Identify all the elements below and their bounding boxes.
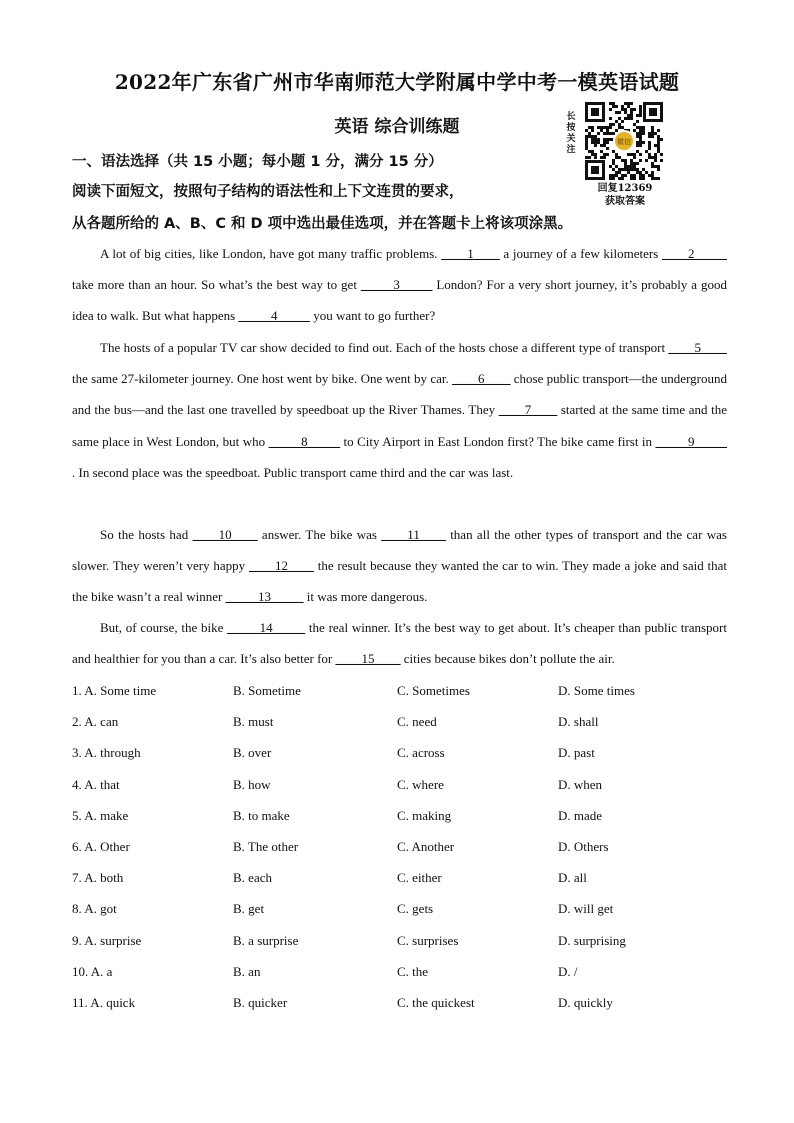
option-row-4: [72, 770, 732, 801]
passage-paragraph-1: A lot of big cities, like London, have got many traffic problems. ____1____ a journey of a few kilometers ____2_____ take more than an hour. So what’s the best way to get _____3_____ London? For a very short journey, it’s probably a good idea to walk. But what happens _____4_____ you want to go further?: [72, 246, 727, 324]
option-d: D. will get: [558, 901, 614, 917]
passage-paragraph-4: But, of course, the bike _____14_____ the real winner. It’s the best way to get about. It’s cheaper than public transport and healthier for you than a car. It’s also better for ____15____ cities because bikes don’t pollute the air.: [72, 620, 727, 667]
option-row-6: [72, 832, 732, 863]
option-b: B. must: [233, 714, 274, 730]
qr-caption-line2: 获取答案: [605, 196, 645, 207]
answer-blank: ____15____: [335, 651, 401, 667]
option-a: 8. A. got: [72, 901, 117, 917]
option-row-1: [72, 676, 732, 707]
answer-blank: ____10____: [192, 527, 258, 542]
option-c: C. surprises: [397, 932, 459, 948]
option-d: D. quickly: [558, 994, 613, 1010]
option-row-10: [72, 957, 732, 988]
option-b: B. The other: [233, 838, 299, 854]
option-d: D. past: [558, 745, 595, 761]
option-b: B. a surprise: [233, 932, 299, 948]
option-a: 6. A. Other: [72, 838, 130, 854]
option-d: D. /: [558, 963, 578, 979]
page-subtitle: 英语 综合训练题: [334, 117, 460, 137]
option-a: 9. A. surprise: [72, 932, 142, 948]
option-row-9: [72, 926, 732, 957]
answer-blank: ____11____: [381, 527, 446, 542]
section-heading: 一、语法选择（共 15 小题；每小题 1 分，满分 15 分）: [72, 154, 443, 170]
answer-blank: ____2_____: [662, 246, 727, 261]
option-b: B. to make: [233, 807, 290, 823]
qr-caption-line1: 回复12369: [597, 183, 653, 194]
option-a: 2. A. can: [72, 714, 119, 730]
option-c: C. need: [397, 714, 437, 730]
option-d: D. Others: [558, 838, 609, 854]
option-c: C. where: [397, 776, 444, 792]
option-d: D. when: [558, 776, 603, 792]
option-c: C. the quickest: [397, 994, 475, 1010]
option-c: C. Sometimes: [397, 683, 470, 698]
passage-paragraph-3: So the hosts had ____10____ answer. The bike was ____11____ than all the other types of transport and the car was slower. They weren’t very happy ____12____ the result because they wanted the car to win. They made a joke and said that the bike wasn’t a real winner _____13_____ it was more dangerous.: [72, 527, 728, 605]
answer-blank: _____9_____: [655, 433, 728, 449]
option-a: 10. A. a: [72, 963, 113, 979]
option-c: C. across: [397, 745, 445, 761]
answer-blank: ____6____: [452, 371, 511, 387]
answer-blank: _____14_____: [227, 620, 306, 635]
option-d: D. shall: [558, 714, 599, 730]
option-row-3: [72, 738, 732, 769]
option-c: C. the: [397, 963, 429, 979]
answer-blank: ____12____: [248, 558, 314, 574]
option-row-5: [72, 801, 732, 832]
answer-blank: ____1____: [441, 246, 500, 261]
answer-blank: _____4_____: [238, 308, 310, 324]
option-row-7: [72, 863, 732, 894]
option-b: B. each: [233, 870, 272, 886]
passage-paragraph-2: The hosts of a popular TV car show decided to find out. Each of the hosts chose a different type of transport ____5____ the same 27-kilometer journey. One host went by bike. One went by car. ____6____ chose public transport—the underground and the bus—and the last one travelled by speedboat up the River Thames. They ____7____ started at the same time and the same place in West London, but who _____8_____ to City Airport in East London first? The bike came first in _____9_____ . In second place was the speedboat. Public transport came third and the car was last.: [72, 340, 728, 480]
option-a: 11. A. quick: [72, 994, 136, 1010]
option-a: 3. A. through: [72, 745, 141, 761]
qr-code-block: [565, 100, 675, 210]
qr-code-icon: [583, 100, 665, 182]
option-a: 4. A. that: [72, 776, 120, 792]
option-b: B. over: [233, 745, 272, 761]
qr-badge: 微信: [617, 138, 631, 146]
instruction-line-2: 从各题所给的 A、B、C 和 D 项中选出最佳选项，并在答题卡上将该项涂黑。: [72, 216, 573, 232]
option-b: B. get: [233, 901, 265, 917]
answer-blank: _____13_____: [225, 589, 304, 605]
page-title: 2022年广东省广州市华南师范大学附属中学中考一模英语试题: [114, 70, 680, 94]
option-c: C. gets: [397, 901, 434, 917]
option-c: C. Another: [397, 838, 455, 854]
answer-blank: ____5____: [668, 340, 727, 355]
qr-caption: [575, 182, 675, 208]
instruction-line-1: 阅读下面短文，按照句子结构的语法性和上下文连贯的要求，: [72, 184, 464, 200]
option-d: D. surprising: [558, 932, 626, 948]
option-d: D. Some times: [558, 683, 635, 698]
option-c: C. either: [397, 870, 442, 886]
option-b: B. quicker: [233, 994, 288, 1010]
option-c: C. making: [397, 807, 452, 823]
option-b: B. an: [233, 963, 261, 979]
options-list: [72, 676, 732, 1019]
option-b: B. Sometime: [233, 683, 301, 698]
option-b: B. how: [233, 776, 271, 792]
option-a: 5. A. make: [72, 807, 129, 823]
option-row-2: [72, 707, 732, 738]
answer-blank: ____7____: [498, 402, 558, 418]
option-a: 7. A. both: [72, 870, 124, 886]
answer-blank: _____3_____: [360, 277, 433, 293]
option-d: D. all: [558, 870, 587, 886]
answer-blank: _____8_____: [268, 433, 341, 449]
qr-side-label: 长按关注: [566, 112, 576, 155]
option-a: 1. A. Some time: [72, 683, 157, 698]
option-row-11: [72, 988, 732, 1019]
option-d: D. made: [558, 807, 603, 823]
option-row-8: [72, 894, 732, 925]
